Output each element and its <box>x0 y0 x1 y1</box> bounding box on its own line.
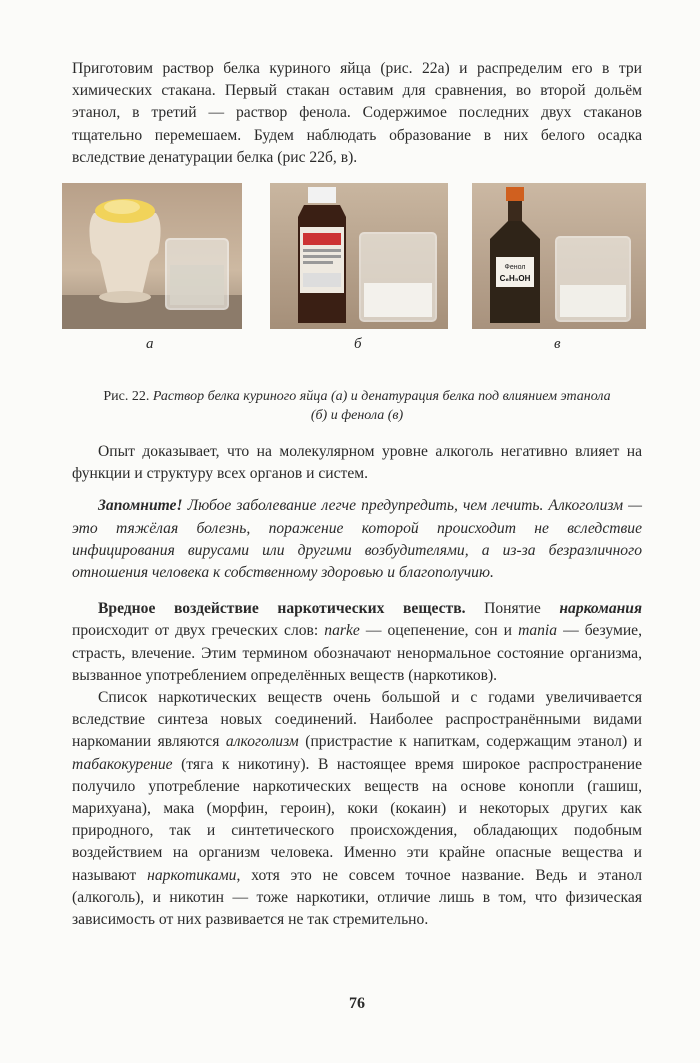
figure-caption <box>72 387 642 425</box>
caption-label: Рис. 22. <box>103 389 150 405</box>
section-text: — оцепенение, сон и <box>359 622 519 640</box>
section-text: происходит от двух греческих слов: <box>72 622 325 640</box>
phenol-bottle-label: Фенол <box>504 264 526 272</box>
term-alcoholism: алкоголизм <box>225 733 299 751</box>
section-heading: Вредное воздействие наркотических веществ. <box>98 600 466 618</box>
paragraph-text: , хотя это не совсем точное название. Ведь и этанол (алкоголь), и никотин — тоже наркотики, отличие лишь в том, что физическая зависимость от них развивается не так стремительно. <box>72 866 643 929</box>
term-narcomania: наркомания <box>559 600 642 618</box>
paragraph-text: (пристрастие к напиткам, содержащим этанол) и <box>298 733 642 751</box>
greek-word-narke: narke <box>324 622 360 640</box>
caption-text: Раствор белка куриного яйца (а) и денатурация белка под влиянием этанола (б) и фенола (в) <box>152 389 611 424</box>
textbook-page <box>72 58 643 1012</box>
paragraph-text: (тяга к никотину). В настоящее время широкое распространение получило употребление наркотических веществ на основе конопли (гашиш, марихуана), мака (морфин, героин), коки (кокаин) и некоторых других как природного, так и синтетического происхождения, обладающих подобным воздействием на организм человека. Именно эти крайне опасные вещества и называют <box>72 755 642 884</box>
paragraph-narcotics-list <box>72 687 642 931</box>
remember-heading: Запомните! <box>98 497 183 515</box>
figure-22 <box>72 183 642 383</box>
section-text: Понятие <box>465 600 560 618</box>
remember-block <box>72 495 642 584</box>
phenol-bottle-formula: C₆H₅OH <box>499 274 531 284</box>
remember-text: Любое заболевание легче предупредить, чем лечить. Алкоголизм — это тяжёлая болезнь, поражение которой происходит не вследствие инфицирования вирусами или другими возбудителями, а из-за безразличного отношения человека к собственному здоровью и благополучию. <box>72 497 642 582</box>
page-number: 76 <box>349 995 365 1012</box>
photo-phenol <box>472 183 646 329</box>
section-narcotics <box>72 598 642 687</box>
paragraph-alcohol-effect: Опыт доказывает, что на молекулярном уровне алкоголь негативно влияет на функции и структуру всех органов и систем. <box>72 443 642 483</box>
photo-ethanol <box>270 183 448 329</box>
photo-label-b: б <box>354 336 362 353</box>
paragraph-text: Список наркотических веществ очень большой и с годами увеличивается вследствие синтеза новых соединений. Наиболее распространёнными видами наркомании являются <box>72 689 642 751</box>
greek-word-mania: mania <box>518 622 558 640</box>
photo-label-c: в <box>554 336 561 353</box>
term-narcotics: наркотиками <box>147 866 237 884</box>
photo-label-a: а <box>146 336 154 353</box>
section-text: — безумие, страсть, влечение. Этим термином обозначают ненормальное состояние организма, вызванное употреблением определённых веществ (наркотиков). <box>72 622 642 684</box>
photo-egg-solution <box>62 183 242 329</box>
intro-paragraph: Приготовим раствор белка куриного яйца (рис. 22а) и распределим его в три химических стакана. Первый стакан оставим для сравнения, во второй дольём этанол, в третий — раствор фенола. Содержимое последних двух стаканов тщательно перемешаем. Будем наблюдать образование в них белого осадка вследствие денатурации белка (рис 22б, в). <box>72 60 642 166</box>
term-smoking: табакокурение <box>72 755 173 773</box>
